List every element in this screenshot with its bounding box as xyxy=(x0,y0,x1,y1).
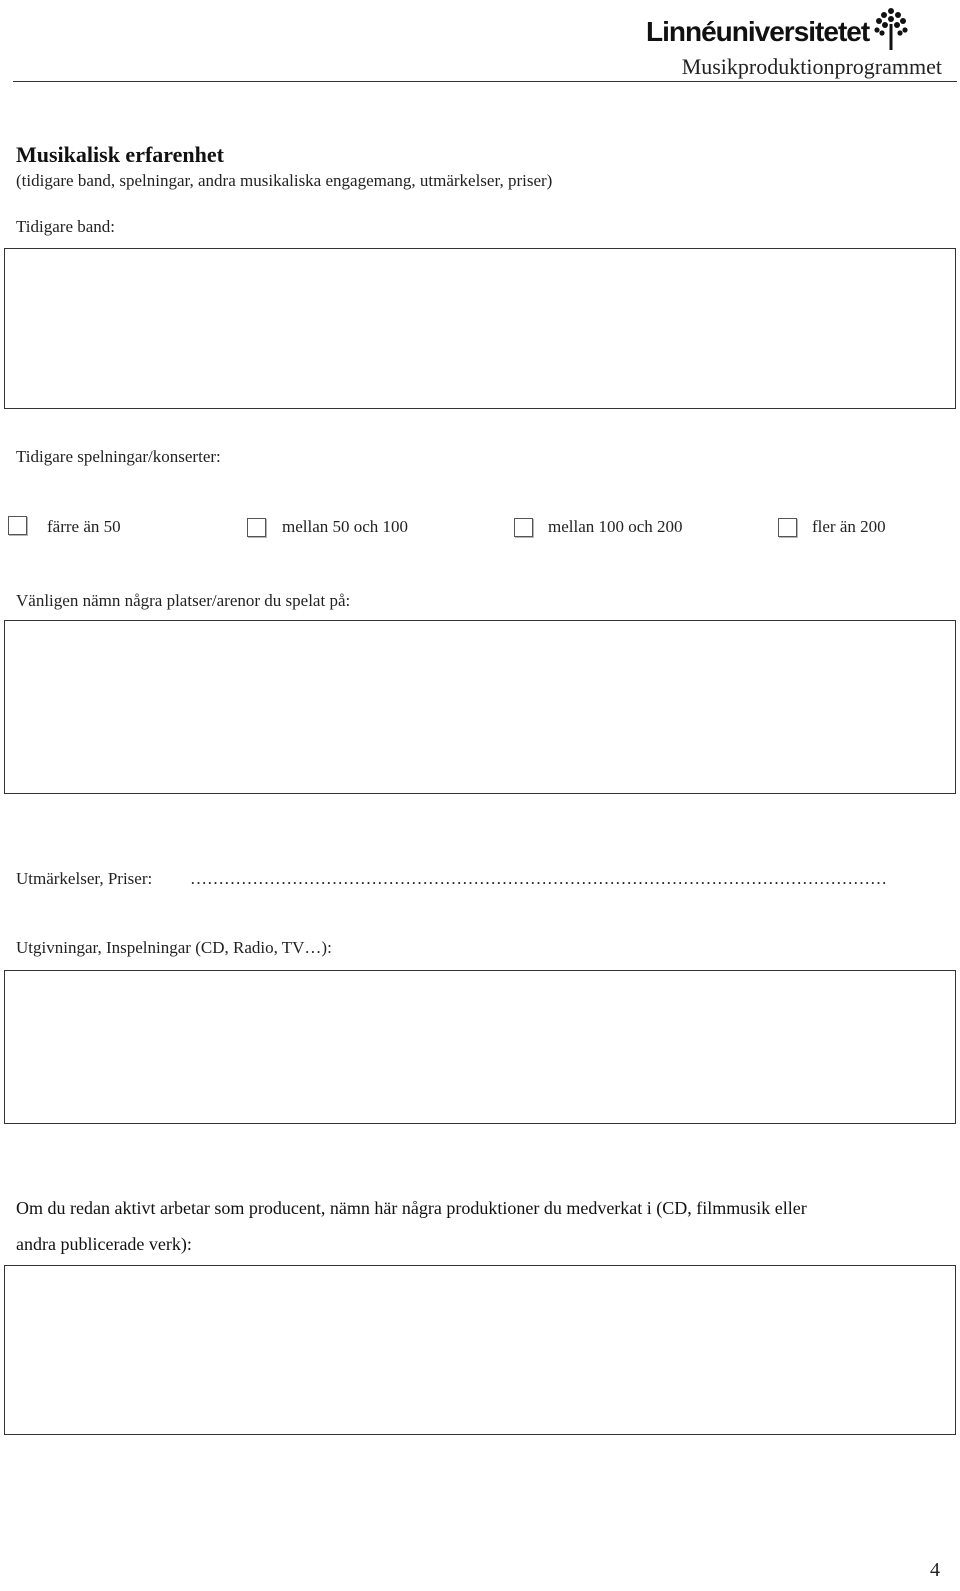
previous-bands-label: Tidigare band: xyxy=(16,217,116,236)
checkbox-50-to-100[interactable] xyxy=(247,518,266,537)
producer-label-line-1: Om du redan aktivt arbetar som producent, nämn här några produktioner du medverkat i (CD, filmmusik eller xyxy=(16,1198,807,1218)
section-title: Musikalisk erfarenhet xyxy=(16,142,224,167)
section-subtitle: (tidigare band, spelningar, andra musikaliska engagemang, utmärkelser, priser) xyxy=(16,171,553,190)
option-label-100-to-200: mellan 100 och 200 xyxy=(548,517,683,536)
university-logo xyxy=(646,14,909,50)
awards-dotted-line[interactable]: …………………………………………………………………………………………………………… xyxy=(190,869,887,888)
producer-box[interactable] xyxy=(4,1265,956,1435)
logo-wordmark: Linnéuniversitetet xyxy=(646,16,870,47)
venues-box[interactable] xyxy=(4,620,956,794)
tree-logo-icon xyxy=(873,7,909,51)
option-label-fewer-than-50: färre än 50 xyxy=(47,517,121,536)
page-number: 4 xyxy=(930,1559,940,1581)
option-label-more-than-200: fler än 200 xyxy=(812,517,886,536)
venues-label: Vänligen nämn några platser/arenor du spelat på: xyxy=(16,591,351,610)
producer-label-line-2: andra publicerade verk): xyxy=(16,1234,192,1254)
releases-label: Utgivningar, Inspelningar (CD, Radio, TV…): xyxy=(16,938,332,957)
checkbox-more-than-200[interactable] xyxy=(778,518,797,537)
checkbox-100-to-200[interactable] xyxy=(514,518,533,537)
option-label-50-to-100: mellan 50 och 100 xyxy=(282,517,409,536)
program-name: Musikproduktionprogrammet xyxy=(681,54,942,79)
previous-bands-box[interactable] xyxy=(4,248,956,409)
header-divider xyxy=(13,81,957,82)
releases-box[interactable] xyxy=(4,970,956,1124)
previous-gigs-label: Tidigare spelningar/konserter: xyxy=(16,447,221,466)
checkbox-fewer-than-50[interactable] xyxy=(8,516,27,535)
awards-label: Utmärkelser, Priser: xyxy=(16,869,153,888)
